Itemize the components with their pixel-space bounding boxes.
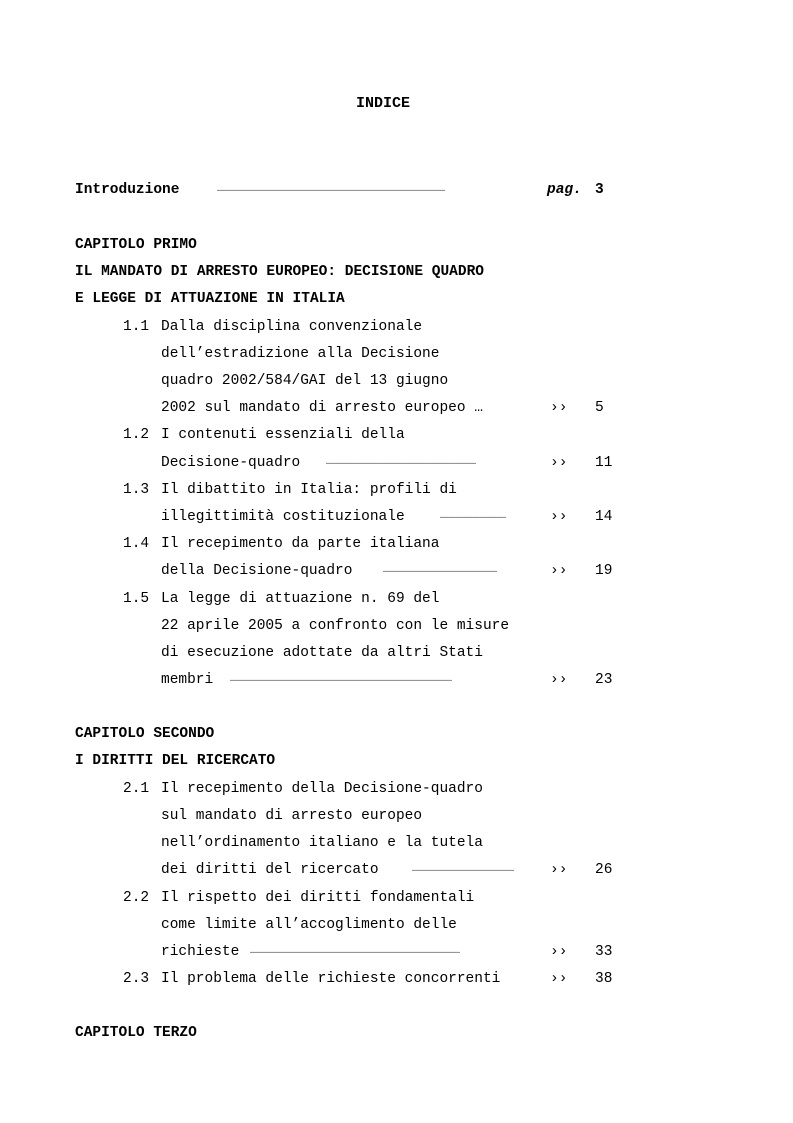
section-title-line: 22 aprile 2005 a confronto con le misure [161,618,510,634]
section-number: 2.3 [123,971,150,987]
ditto-mark: ›› [550,509,568,525]
section-title-line: come limite all’accoglimento delle [161,917,457,933]
ditto-mark: ›› [550,672,568,688]
section-page: 26 [595,862,613,878]
section-page: 19 [595,563,613,579]
ditto-mark: ›› [550,563,568,579]
section-title-line: Il problema delle richieste concorrenti [161,971,501,987]
section-number: 2.2 [123,890,150,906]
chapter1-subtitle-line1: IL MANDATO DI ARRESTO EUROPEO: DECISIONE QUADRO [75,264,484,280]
section-page: 14 [595,509,613,525]
section-title-line: Il dibattito in Italia: profili di [161,482,457,498]
section-title-line: quadro 2002/584/GAI del 13 giugno [161,373,449,389]
section-page: 5 [595,400,604,416]
intro-pag-label: pag. [547,182,582,198]
section-title-line: dei diritti del ricercato [161,862,379,878]
section-title-line: Decisione-quadro [161,455,301,471]
chapter2-subtitle-line1: I DIRITTI DEL RICERCATO [75,753,276,769]
ditto-mark: ›› [550,400,568,416]
section-number: 1.5 [123,591,150,607]
section-page: 38 [595,971,613,987]
section-number: 1.3 [123,482,150,498]
ditto-mark: ›› [550,944,568,960]
intro-dots: …………………………………………………………………………………………………… [217,184,446,195]
section-title-line: 2002 sul mandato di arresto europeo … [161,400,483,416]
section-number: 1.2 [123,427,150,443]
chapter1-subtitle-line2: E LEGGE DI ATTUAZIONE IN ITALIA [75,291,345,307]
chapter3-heading: CAPITOLO TERZO [75,1025,197,1041]
intro-label: Introduzione [75,182,180,198]
section-title-line: illegittimità costituzionale [161,509,405,525]
section-title-line: dell’estradizione alla Decisione [161,346,440,362]
section-title-line: Il recepimento della Decisione-quadro [161,781,483,797]
chapter2-heading: CAPITOLO SECONDO [75,726,215,742]
ditto-mark: ›› [550,862,568,878]
section-page: 11 [595,455,613,471]
leader-dots: ………………………………………………………………… [326,457,477,468]
section-title-line: richieste [161,944,240,960]
section-title-line: Dalla disciplina convenzionale [161,319,423,335]
section-title-line: sul mandato di arresto europeo [161,808,423,824]
ditto-mark: ›› [550,971,568,987]
section-title-line: Il recepimento da parte italiana [161,536,440,552]
section-title-line: di esecuzione adottate da altri Stati [161,645,483,661]
section-page: 23 [595,672,613,688]
chapter1-heading: CAPITOLO PRIMO [75,237,197,253]
leader-dots: ………………………………………………… [383,565,498,576]
section-page: 33 [595,944,613,960]
section-title-line: Il rispetto dei diritti fondamentali [161,890,475,906]
intro-page: 3 [595,182,604,198]
section-title-line: La legge di attuazione n. 69 del [161,591,440,607]
section-title-line: nell’ordinamento italiano e la tutela [161,835,483,851]
leader-dots: …………………………………………………………………………………………… [250,946,461,957]
leader-dots: ………………………………………………………………………………………………… [230,674,453,685]
section-title-line: I contenuti essenziali della [161,427,405,443]
page-title: INDICE [356,95,411,112]
section-number: 2.1 [123,781,150,797]
section-title-line: della Decisione-quadro [161,563,353,579]
section-number: 1.4 [123,536,150,552]
section-title-line: membri [161,672,214,688]
section-number: 1.1 [123,319,150,335]
leader-dots: …………………………………………… [412,864,515,875]
ditto-mark: ›› [550,455,568,471]
leader-dots: …………………………… [440,511,507,522]
